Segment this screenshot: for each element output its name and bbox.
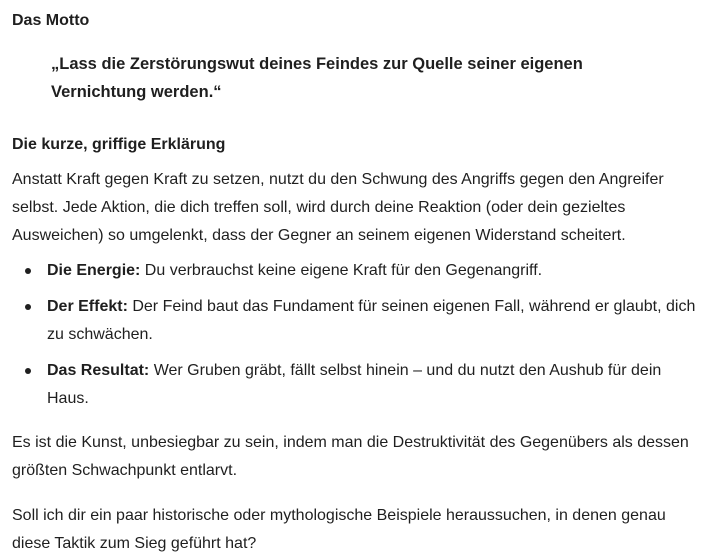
motto-quote-line-1: „Lass die Zerstörungswut deines Feindes zur Quelle seiner eigenen — [51, 55, 583, 73]
list-item-result — [12, 357, 704, 413]
list-item-energy — [12, 257, 704, 285]
bullet-icon — [25, 368, 31, 374]
point-text: Du verbrauchst keine eigene Kraft für den Gegenangriff. — [140, 262, 543, 279]
point-term: Die Energie: — [47, 262, 141, 279]
point-text: Wer Gruben gräbt, fällt selbst hinein – und du nutzt den Aushub für dein Haus. — [47, 362, 662, 407]
point-term: Der Effekt: — [47, 298, 128, 315]
list-item-effect — [12, 293, 704, 349]
motto-quote-line-2: Vernichtung werden.“ — [51, 83, 222, 101]
conclusion-paragraph: Es ist die Kunst, unbesiegbar zu sein, indem man die Destruktivität des Gegenübers als dessen größten Schwachpunkt entlarvt. — [12, 434, 689, 479]
explanation-heading: Die kurze, griffige Erklärung — [12, 136, 226, 153]
explanation-points-list — [12, 257, 704, 421]
explanation-intro: Anstatt Kraft gegen Kraft zu setzen, nutzt du den Schwung des Angriffs gegen den Angreifer selbst. Jede Aktion, die dich treffen soll, wird durch deine Reaktion (oder dein gezieltes Ausweichen) so umgelenkt, dass der Gegner an seinem eigenen Widerstand scheitert. — [12, 171, 664, 244]
point-text: Der Feind baut das Fundament für seinen eigenen Fall, während er glaubt, dich zu schwächen. — [47, 298, 696, 343]
bullet-icon — [25, 268, 31, 274]
bullet-icon — [25, 304, 31, 310]
followup-question: Soll ich dir ein paar historische oder mythologische Beispiele heraussuchen, in denen genau diese Taktik zum Sieg geführt hat? — [12, 507, 666, 552]
motto-quote — [51, 50, 651, 106]
point-term: Das Resultat: — [47, 362, 150, 379]
motto-heading: Das Motto — [12, 12, 90, 29]
